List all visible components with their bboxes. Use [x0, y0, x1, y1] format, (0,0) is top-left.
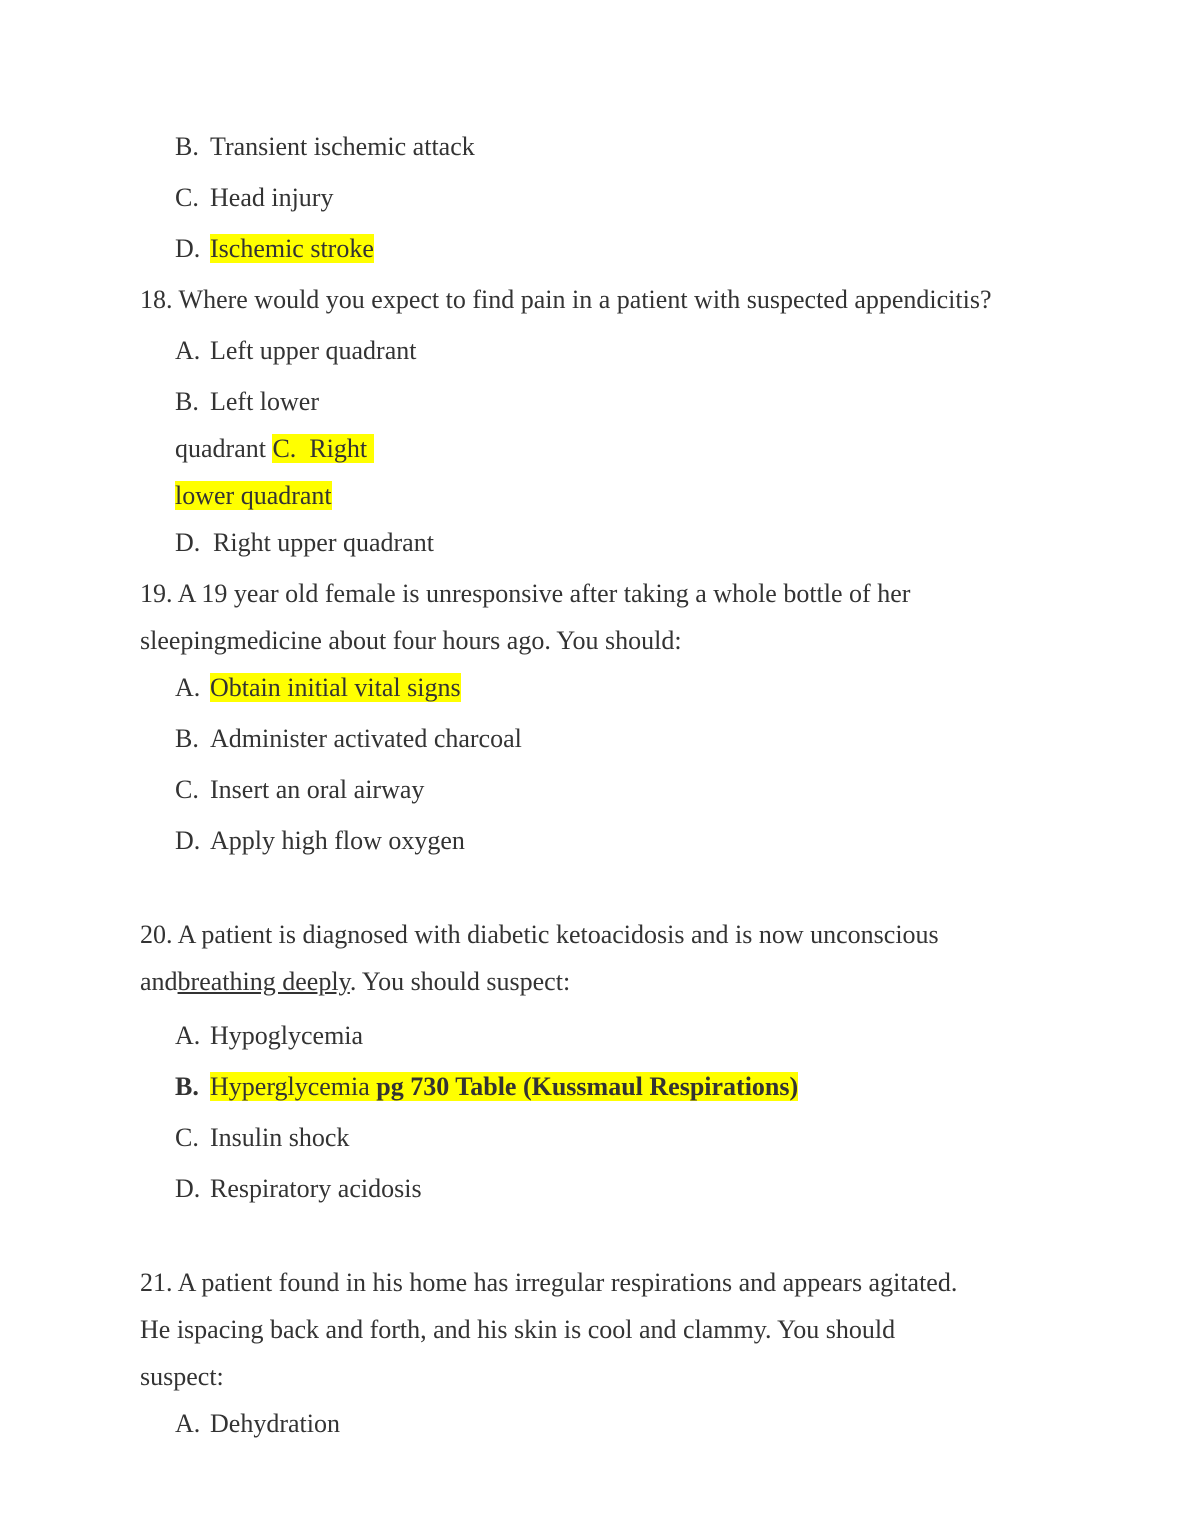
q18-question: [140, 283, 992, 317]
q21-question-line2: He ispacing back and forth, and his skin is cool and clammy. You should: [140, 1315, 896, 1344]
question-number: 18.: [140, 285, 173, 314]
q21-question-line3: suspect:: [140, 1362, 224, 1391]
q18-option-b-wrap: [175, 432, 374, 466]
q18-option-a: [175, 334, 416, 368]
highlighted-answer: lower quadrant: [175, 481, 332, 510]
underlined-phrase: breathing deeply: [177, 967, 350, 996]
q19-option-d: [175, 824, 465, 858]
question-number: 19.: [140, 579, 173, 608]
option-text: Respiratory acidosis: [210, 1174, 422, 1203]
q20-option-b: [175, 1070, 798, 1104]
option-label: B.: [175, 724, 199, 753]
q18-option-d: [175, 526, 434, 560]
q21-question-line1: [140, 1266, 957, 1300]
option-text: Left lower: [210, 387, 320, 416]
option-text: Right upper quadrant: [213, 528, 434, 557]
question-number: 21.: [140, 1268, 173, 1297]
option-label: B.: [175, 387, 199, 416]
option-text: Administer activated charcoal: [210, 724, 522, 753]
q19-option-b: [175, 722, 522, 756]
question-text: A patient found in his home has irregular respirations and appears agitated.: [177, 1268, 958, 1297]
question-text: Where would you expect to find pain in a patient with suspected appendicitis?: [178, 285, 992, 314]
option-text: Transient ischemic attack: [210, 132, 475, 161]
option-text-wrap: quadrant: [175, 434, 266, 463]
option-label: C.: [175, 1123, 199, 1152]
option-label: C.: [175, 775, 199, 804]
option-text: Insert an oral airway: [210, 775, 425, 804]
highlighted-answer: Ischemic stroke: [210, 234, 374, 263]
q19-option-c: [175, 773, 424, 807]
option-label: D.: [175, 528, 201, 557]
answer-note: pg 730 Table (Kussmaul Respirations): [376, 1072, 799, 1101]
question-text-post: . You should suspect:: [349, 967, 571, 996]
q18-option-c-wrap: [175, 479, 332, 513]
option-label: C.: [175, 183, 199, 212]
option-label: A.: [175, 1409, 201, 1438]
q20-option-c: [175, 1121, 349, 1155]
question-text: A 19 year old female is unresponsive after taking a whole bottle of her: [177, 579, 911, 608]
option-text: Hyperglycemia: [210, 1072, 370, 1101]
q17-option-d: [175, 232, 374, 266]
q20-question-line2: [140, 965, 570, 999]
question-text: A patient is diagnosed with diabetic ketoacidosis and is now unconscious: [177, 920, 939, 949]
highlighted-answer: [210, 1072, 798, 1101]
q19-question-line2: sleepingmedicine about four hours ago. You should:: [140, 626, 682, 655]
q17-option-c: [175, 181, 333, 215]
q18-option-b: [175, 385, 319, 419]
q20-question-line1: [140, 918, 939, 952]
option-label: A.: [175, 1021, 201, 1050]
option-label: A.: [175, 336, 201, 365]
option-text: Insulin shock: [210, 1123, 350, 1152]
highlighted-answer: [272, 434, 373, 463]
option-label: C.: [272, 434, 297, 463]
highlighted-answer: Obtain initial vital signs: [210, 673, 461, 702]
q17-option-b: [175, 130, 475, 164]
question-number: 20.: [140, 920, 173, 949]
option-label: D.: [175, 234, 201, 263]
question-text-pre: and: [140, 967, 178, 996]
q21-option-a: [175, 1407, 340, 1441]
option-text: Hypoglycemia: [210, 1021, 364, 1050]
option-label: A.: [175, 673, 201, 702]
option-label: B.: [175, 1072, 199, 1101]
option-label: B.: [175, 132, 199, 161]
q20-option-d: [175, 1172, 422, 1206]
option-text: Head injury: [210, 183, 334, 212]
q19-option-a: [175, 671, 461, 705]
option-text: Left upper quadrant: [210, 336, 417, 365]
option-text: Apply high flow oxygen: [210, 826, 465, 855]
option-text: Right: [309, 434, 368, 463]
q20-option-a: [175, 1019, 363, 1053]
option-label: D.: [175, 1174, 201, 1203]
option-label: D.: [175, 826, 201, 855]
q19-question-line1: [140, 577, 910, 611]
option-text: Dehydration: [210, 1409, 340, 1438]
